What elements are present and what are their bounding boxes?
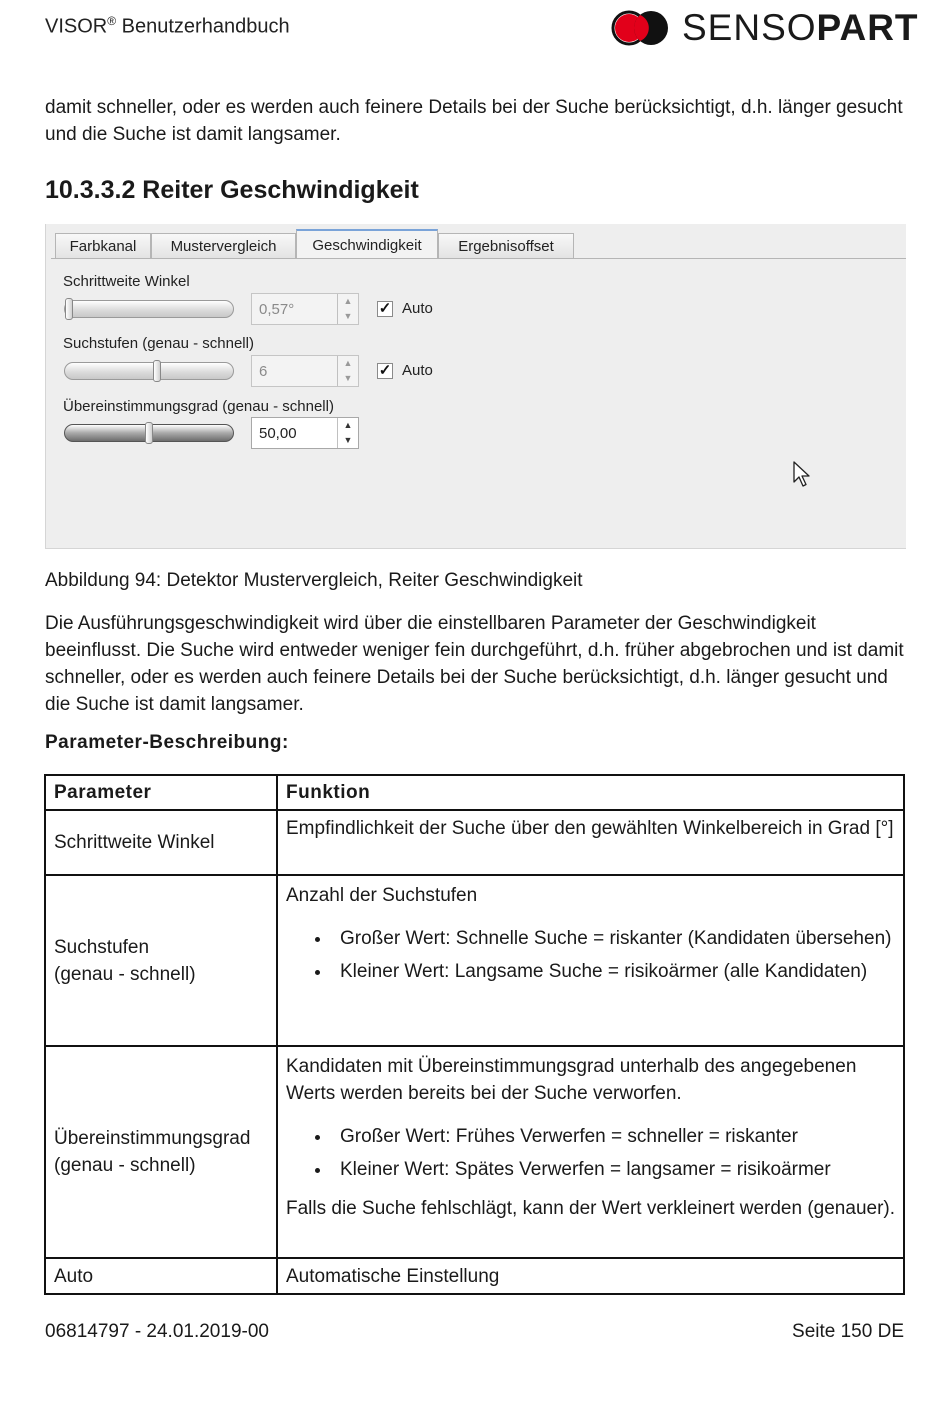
- search-levels-slider[interactable]: [64, 362, 234, 380]
- search-levels-auto-checkbox[interactable]: ✓: [378, 362, 392, 379]
- tab-divider: [51, 258, 906, 259]
- table-row: [45, 1258, 904, 1294]
- bullet-list: [286, 925, 895, 985]
- section-heading: 10.3.3.2 Reiter Geschwindigkeit: [45, 176, 419, 204]
- table-header-row: [45, 775, 904, 810]
- tab-ergebnisoffset[interactable]: Ergebnisoffset: [438, 233, 574, 258]
- spin-up-icon[interactable]: ▲: [343, 358, 353, 368]
- sensopart-logo: SENSOPART: [610, 8, 902, 48]
- table-row: [45, 810, 904, 875]
- slider-thumb[interactable]: [65, 298, 73, 320]
- step-angle-slider[interactable]: [64, 300, 234, 318]
- param-cell: Übereinstimmungsgrad (genau - schnell): [45, 1046, 277, 1258]
- speed-tab-panel: [45, 224, 906, 549]
- tab-mustervergleich[interactable]: Mustervergleich: [151, 233, 296, 258]
- tab-farbkanal[interactable]: Farbkanal: [55, 233, 151, 258]
- step-angle-spinbox[interactable]: [251, 293, 359, 325]
- match-degree-spinbox[interactable]: [251, 417, 359, 449]
- intro-paragraph: damit schneller, oder es werden auch feinere Details bei der Suche berücksichtigt, d.h. länger gesucht und die Suche ist damit langsamer.: [45, 97, 903, 145]
- search-levels-label: Suchstufen (genau - schnell): [63, 335, 254, 352]
- tab-geschwindigkeit[interactable]: Geschwindigkeit: [296, 229, 438, 259]
- list-item: • Großer Wert: Frühes Verwerfen = schneller = riskanter: [332, 1123, 895, 1150]
- document-id: 06814797 - 24.01.2019-00: [45, 1321, 269, 1342]
- function-cell: Anzahl der Suchstufen • Großer Wert: Schnelle Suche = riskanter (Kandidaten übersehen) • Kleiner Wert: Langsame Suche = risikoärmer (alle Kandidaten): [277, 875, 904, 1046]
- function-cell: Automatische Einstellung: [277, 1258, 904, 1294]
- step-angle-label: Schrittweite Winkel: [63, 273, 190, 290]
- column-header: Funktion: [277, 775, 904, 810]
- spin-up-icon[interactable]: ▲: [343, 296, 353, 306]
- list-item: • Kleiner Wert: Langsame Suche = risikoärmer (alle Kandidaten): [332, 958, 895, 985]
- search-levels-spinbox[interactable]: [251, 355, 359, 387]
- table-row: [45, 1046, 904, 1258]
- document-title: VISOR® Benutzerhandbuch: [45, 14, 290, 38]
- column-header: Parameter: [45, 775, 277, 810]
- table-row: [45, 875, 904, 1046]
- logo-mark-icon: [610, 8, 674, 48]
- parameter-heading: Parameter-Beschreibung:: [45, 732, 289, 753]
- body-paragraph: Die Ausführungsgeschwindigkeit wird über die einstellbaren Parameter der Geschwindigkeit beeinflusst. Die Suche wird entweder weniger fein durchgeführt, d.h. früher abgebrochen und ist damit schneller, oder es werden auch feinere Details bei der Suche berücksichtigt, d.h. länger gesucht und die Suche ist damit langsamer.: [45, 613, 904, 715]
- slider-thumb[interactable]: [145, 422, 153, 444]
- auto-label: Auto: [402, 362, 433, 379]
- match-degree-slider[interactable]: [64, 424, 234, 442]
- page-number: Seite 150 DE: [792, 1321, 904, 1342]
- spin-up-icon[interactable]: ▲: [343, 420, 353, 430]
- spinbox-value: 6: [259, 363, 268, 380]
- auto-label: Auto: [402, 300, 433, 317]
- match-degree-label: Übereinstimmungsgrad (genau - schnell): [63, 398, 334, 415]
- param-cell: Auto: [45, 1258, 277, 1294]
- function-cell: Kandidaten mit Übereinstimmungsgrad unterhalb des angegebenen Werts werden bereits bei der Suche verworfen. • Großer Wert: Frühes Verwerfen = schneller = riskanter • Kleiner Wert: Spätes Verwerfen = langsamer = risikoärmer Falls die Suche fehlschlägt, kann der Wert verkleinert werden (genauer).: [277, 1046, 904, 1258]
- spin-down-icon[interactable]: ▼: [343, 373, 353, 383]
- spin-down-icon[interactable]: ▼: [343, 435, 353, 445]
- list-item: • Kleiner Wert: Spätes Verwerfen = langsamer = risikoärmer: [332, 1156, 895, 1183]
- param-cell: Schrittweite Winkel: [45, 810, 277, 875]
- list-item: • Großer Wert: Schnelle Suche = riskanter (Kandidaten übersehen): [332, 925, 895, 952]
- figure-caption: Abbildung 94: Detektor Mustervergleich, Reiter Geschwindigkeit: [45, 570, 583, 591]
- spinbox-value: 50,00: [259, 425, 297, 442]
- bullet-list: [286, 1123, 895, 1183]
- step-angle-auto-checkbox[interactable]: ✓: [378, 300, 392, 317]
- mouse-pointer-icon: [792, 460, 812, 488]
- parameter-table: [44, 774, 905, 1295]
- slider-thumb[interactable]: [153, 360, 161, 382]
- param-cell: Suchstufen (genau - schnell): [45, 875, 277, 1046]
- function-cell: Empfindlichkeit der Suche über den gewählten Winkelbereich in Grad [°]: [277, 810, 904, 875]
- spinbox-value: 0,57°: [259, 301, 295, 318]
- spin-down-icon[interactable]: ▼: [343, 311, 353, 321]
